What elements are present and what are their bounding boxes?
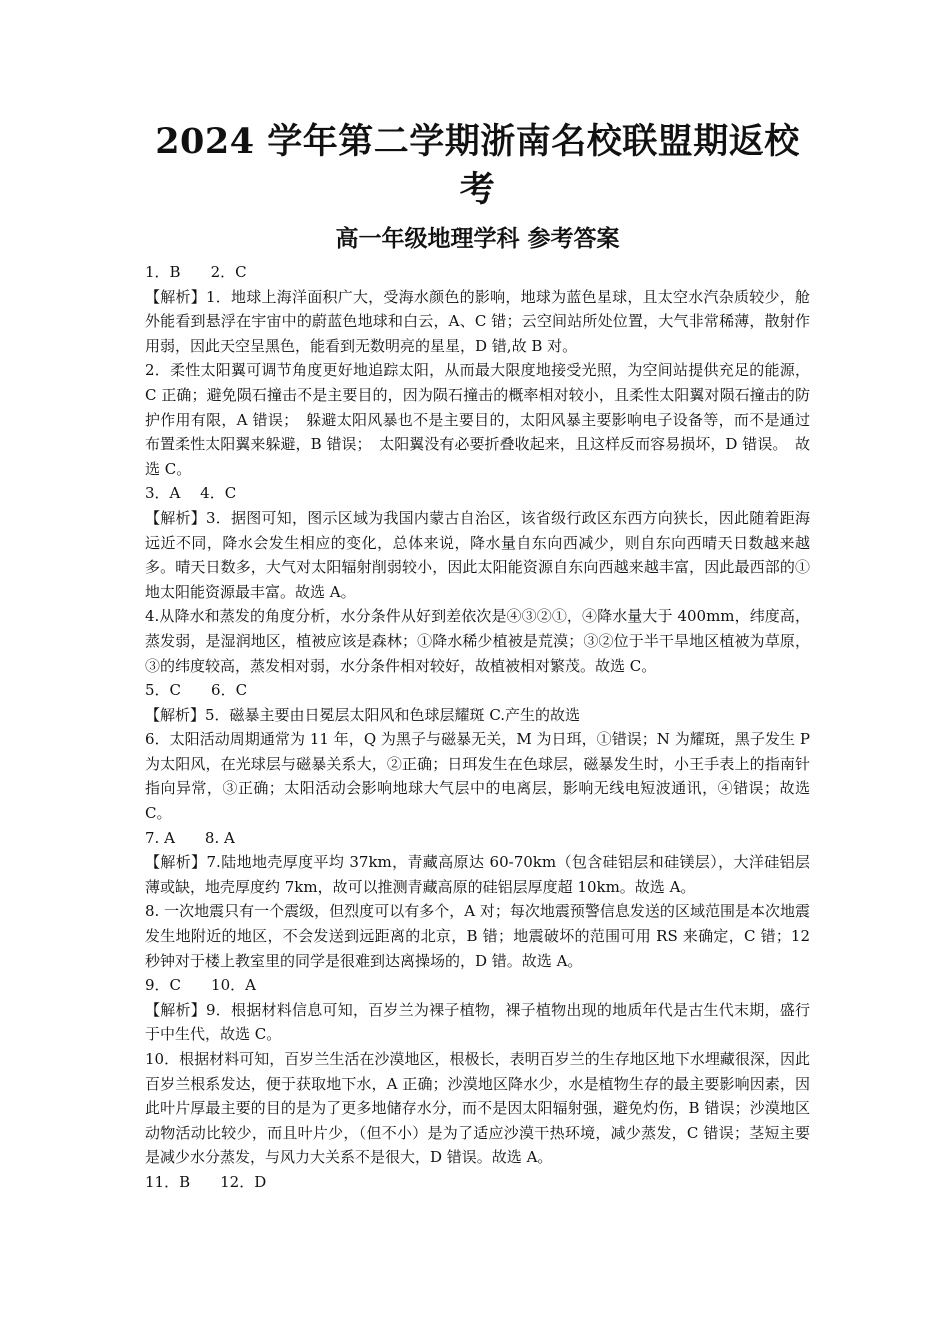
explanation-paragraph: 8. 一次地震只有一个震级，但烈度可以有多个，A 对；每次地震预警信息发送的区域范围是本次地震发生地附近的地区，不会发送到远距离的北京，B 错；地震破坏的范围可用 RS 来确定，C 错；12 秒钟对于楼上教室里的同学是很难到达离操场的，D 错。故选 A。 (145, 902, 810, 970)
page-subtitle: 高一年级地理学科 参考答案 (335, 226, 620, 252)
explanation-paragraph: 2．柔性太阳翼可调节角度更好地追踪太阳，从而最大限度地接受光照，为空间站提供充足的能源，C 正确；避免陨石撞击不是主要目的，因为陨石撞击的概率相对较小，且柔性太阳翼对陨石撞击的防护作用有限，A 错误； 躲避太阳风暴也不是主要目的，太阳风暴主要影响电子设备等，而不是通过布置柔性太阳翼来躲避，B 错误； 太阳翼没有必要折叠收起来，且这样反而容易损坏，D 错误。 故选 C。 (145, 361, 810, 478)
explanation-paragraph: 6．太阳活动周期通常为 11 年，Q 为黑子与磁暴无关，M 为日珥，①错误；N 为耀斑，黑子发生 P 为太阳风，在光球层与磁暴关系大，②正确；日珥发生在色球层，磁暴发生时，小王手表上的指南针指向异常，③正确；太阳活动会影响地球大气层中的电离层，影响无线电短波通讯，④错误；故选 C。 (145, 730, 810, 823)
explanation-paragraph: 4.从降水和蒸发的角度分析，水分条件从好到差依次是④③②①，④降水量大于 400mm，纬度高，蒸发弱，是湿润地区，植被应该是森林；①降水稀少植被是荒漠；③②位于半干旱地区植被为草原，③的纬度较高，蒸发相对弱，水分条件相对较好，故植被相对繁茂。故选 C。 (145, 607, 810, 675)
explanation-paragraph: 【解析】5．磁暴主要由日冕层太阳风和色球层耀斑 C.产生的故选 (145, 705, 581, 724)
answer-body (145, 260, 810, 1195)
explanation-paragraph: 【解析】1．地球上海洋面积广大，受海水颜色的影响，地球为蓝色星球，且太空水汽杂质较少，舱外能看到悬浮在宇宙中的蔚蓝色地球和白云，A、C 错；云空间站所处位置，大气非常稀薄，散射作用弱，因此天空呈黑色，能看到无数明亮的星星，D 错,故 B 对。 (145, 287, 810, 355)
answer-key-line: 1．B 2．C (145, 263, 247, 281)
page-title: 2024 学年第二学期浙南名校联盟期返校考 (155, 121, 800, 210)
explanation-paragraph: 【解析】7.陆地地壳厚度平均 37km，青藏高原达 60-70km（包含硅铝层和硅镁层），大洋硅铝层薄或缺，地壳厚度约 7km，故可以推测青藏高原的硅铝层厚度超 10km。故选 A。 (145, 853, 810, 896)
explanation-paragraph: 【解析】3．据图可知，图示区域为我国内蒙古自治区，该省级行政区东西方向狭长，因此随着距海远近不同，降水会发生相应的变化，总体来说，降水量自东向西减少，则自东向西晴天日数越来越多。晴天日数多，大气对太阳辐射削弱较小，因此太阳能资源自东向西越来越丰富，因此最西部的①地太阳能资源最丰富。故选 A。 (145, 508, 810, 601)
answer-key-line: 9．C 10．A (145, 976, 256, 995)
explanation-paragraph: 【解析】9．根据材料信息可知，百岁兰为裸子植物，裸子植物出现的地质年代是古生代末期，盛行于中生代，故选 C。 (145, 1000, 810, 1044)
answer-key-line: 5．C 6．C (145, 681, 248, 700)
answer-key-line: 11．B 12．D (145, 1172, 267, 1191)
explanation-paragraph: 10．根据材料可知，百岁兰生活在沙漠地区，根极长，表明百岁兰的生存地区地下水埋藏很深，因此百岁兰根系发达，便于获取地下水，A 正确；沙漠地区降水少，水是植物生存的最主要影响因素，因此叶片厚最主要的目的是为了更多地储存水分，而不是因太阳辐射强，避免灼伤，B 错误；沙漠地区动物活动比较少，而且叶片少，（但不小）是为了适应沙漠干热环境，减少蒸发，C 错误；茎短主要是减少水分蒸发，与风力大关系不是很大，D 错误。故选 A。 (145, 1050, 810, 1167)
answer-key-line: 7. A 8. A (145, 828, 235, 847)
answer-key-line: 3．A 4．C (145, 484, 237, 503)
